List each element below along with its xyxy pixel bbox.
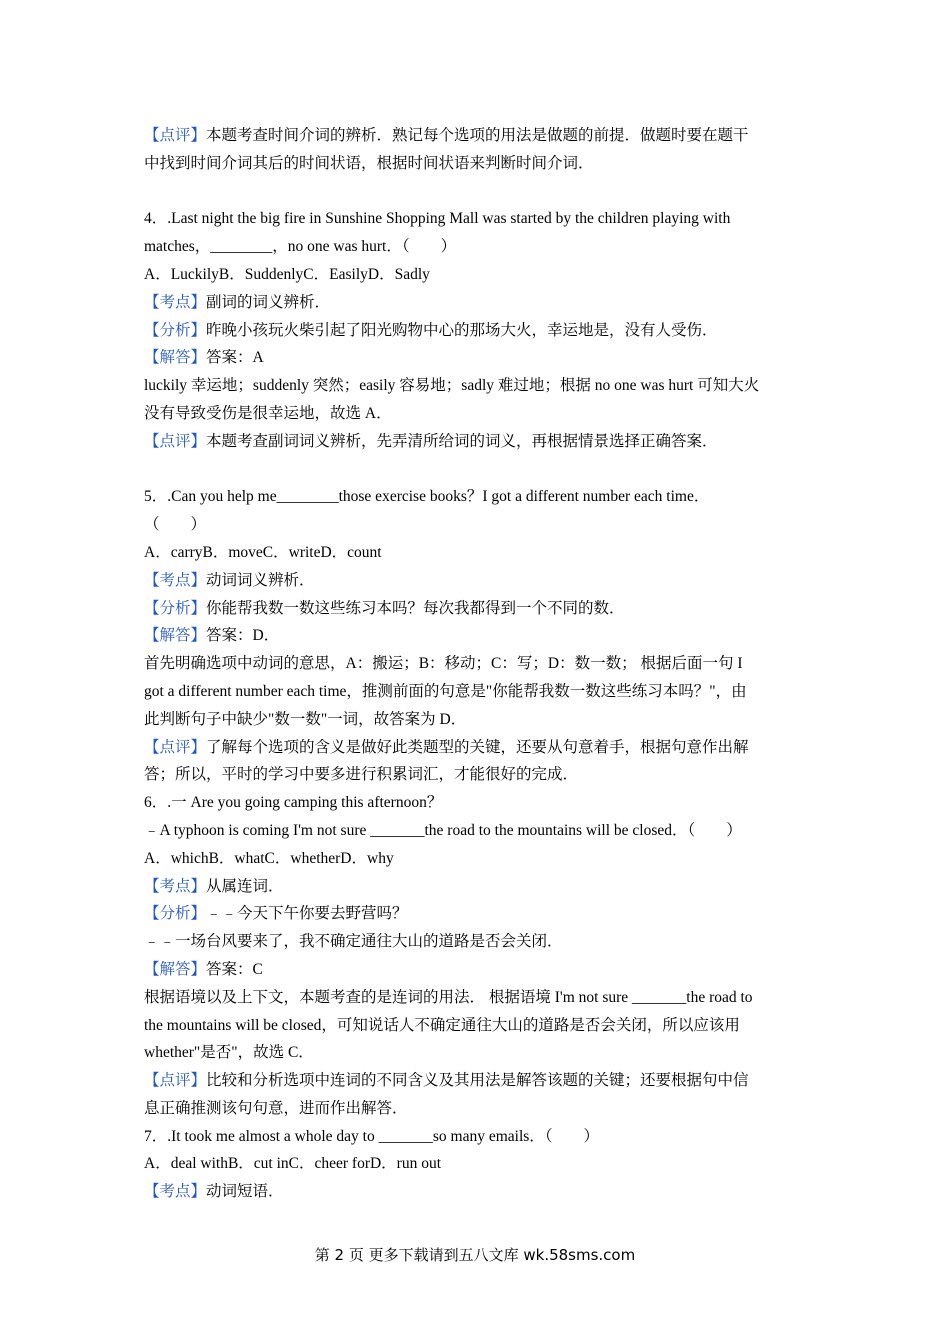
review-tag: 【点评】	[144, 127, 207, 144]
q6-review: 【点评】比较和分析选项中连词的不同含义及其用法是解答该题的关键；还要根据句中信	[144, 1072, 749, 1090]
q6-options: A．whichB．whatC．whetherD．why	[144, 849, 394, 867]
q4-point: 【考点】副词的词义辨析．	[144, 293, 331, 311]
analysis-tag: 【分析】	[144, 905, 207, 923]
q6-explanation-cont: whether"是否"，故选 C．	[144, 1044, 314, 1062]
q4-answer: 【解答】答案：A	[144, 349, 264, 367]
document-body	[144, 122, 812, 1206]
q5-explanation-cont: got a different number each time，推测前面的句意是"你能帮我数一数这些练习本吗？"，由	[144, 682, 747, 700]
q3-review-cont: 中找到时间介词其后的时间状语，根据时间状语来判断时间介词．	[144, 154, 594, 172]
q7-stem: 7．.It took me almost a whole day to _______so many emails．（ ）	[144, 1127, 600, 1145]
q5-explanation-cont: 此判断句子中缺少"数一数"一词，故答案为 D．	[144, 710, 467, 728]
q6-review-cont: 息正确推测该句句意，进而作出解答．	[144, 1099, 408, 1117]
q4-explanation-cont: 没有导致受伤是很幸运地，故选 A．	[144, 404, 392, 422]
q4-stem-cont: matches，________，no one was hurt．（ ）	[144, 238, 457, 256]
q6-answer: 【解答】答案：C	[144, 960, 263, 978]
point-tag: 【考点】	[144, 571, 207, 589]
q4-stem: 4．.Last night the big fire in Sunshine Shopping Mall was started by the children playing with	[144, 210, 731, 228]
q4-analysis: 【分析】昨晚小孩玩火柴引起了阳光购物中心的那场大火，幸运地是，没有人受伤．	[144, 321, 718, 339]
q6-stem: 6．.一 Are you going camping this afternoon？	[144, 794, 443, 812]
q5-point: 【考点】动词词义辨析．	[144, 571, 315, 589]
q3-review: 【点评】本题考查时间介词的辨析．熟记每个选项的用法是做题的前提．做题时要在题干	[144, 127, 749, 144]
page-footer: 第 2 页 更多下载请到五八文库 wk.58sms.com	[314, 1246, 636, 1264]
q5-explanation: 首先明确选项中动词的意思，A：搬运；B：移动；C：写；D：数一数； 根据后面一句 I	[144, 655, 743, 673]
q6-stem-cont: ﹣A typhoon is coming I'm not sure _______the road to the mountains will be closed．（ ）	[144, 821, 742, 839]
q7-point: 【考点】动词短语．	[144, 1183, 284, 1201]
review-tag: 【点评】	[144, 432, 207, 450]
analysis-tag: 【分析】	[144, 321, 207, 339]
analysis-tag: 【分析】	[144, 599, 207, 617]
q5-stem-cont: （ ）	[144, 516, 207, 534]
q5-answer: 【解答】答案：D．	[144, 627, 280, 645]
q6-analysis-cont: ﹣﹣一场台风要来了，我不确定通往大山的道路是否会关闭．	[144, 933, 563, 951]
q4-options: A．LuckilyB．SuddenlyC．EasilyD．Sadly	[144, 265, 430, 283]
q4-review: 【点评】本题考查副词词义辨析，先弄清所给词的词义，再根据情景选择正确答案．	[144, 432, 718, 450]
point-tag: 【考点】	[144, 1183, 207, 1201]
q6-point: 【考点】从属连词．	[144, 877, 284, 895]
q4-explanation: luckily 幸运地；suddenly 突然；easily 容易地；sadly 难过地；根据 no one was hurt 可知大火	[144, 377, 760, 395]
q5-review-cont: 答；所以，平时的学习中要多进行积累词汇，才能很好的完成．	[144, 766, 579, 784]
answer-tag: 【解答】	[144, 627, 207, 645]
review-tag: 【点评】	[144, 738, 207, 756]
q5-analysis: 【分析】你能帮我数一数这些练习本吗？每次我都得到一个不同的数．	[144, 599, 625, 617]
q5-review: 【点评】了解每个选项的含义是做好此类题型的关键，还要从句意着手，根据句意作出解	[144, 738, 749, 756]
q6-explanation: 根据语境以及上下文，本题考查的是连词的用法． 根据语境 I'm not sure _______the road to	[144, 988, 753, 1006]
answer-tag: 【解答】	[144, 960, 207, 978]
answer-tag: 【解答】	[144, 349, 207, 367]
point-tag: 【考点】	[144, 293, 207, 311]
q5-options: A．carryB．moveC．writeD．count	[144, 543, 382, 561]
review-tag: 【点评】	[144, 1072, 207, 1090]
q6-analysis: 【分析】﹣﹣今天下午你要去野营吗？	[144, 905, 408, 923]
point-tag: 【考点】	[144, 877, 207, 895]
q5-stem: 5．.Can you help me________those exercise books？I got a different number each time．	[144, 488, 710, 506]
q6-explanation-cont: the mountains will be closed，可知说话人不确定通往大山的道路是否会关闭，所以应该用	[144, 1016, 740, 1034]
q7-options: A．deal withB．cut inC．cheer forD．run out	[144, 1155, 442, 1173]
